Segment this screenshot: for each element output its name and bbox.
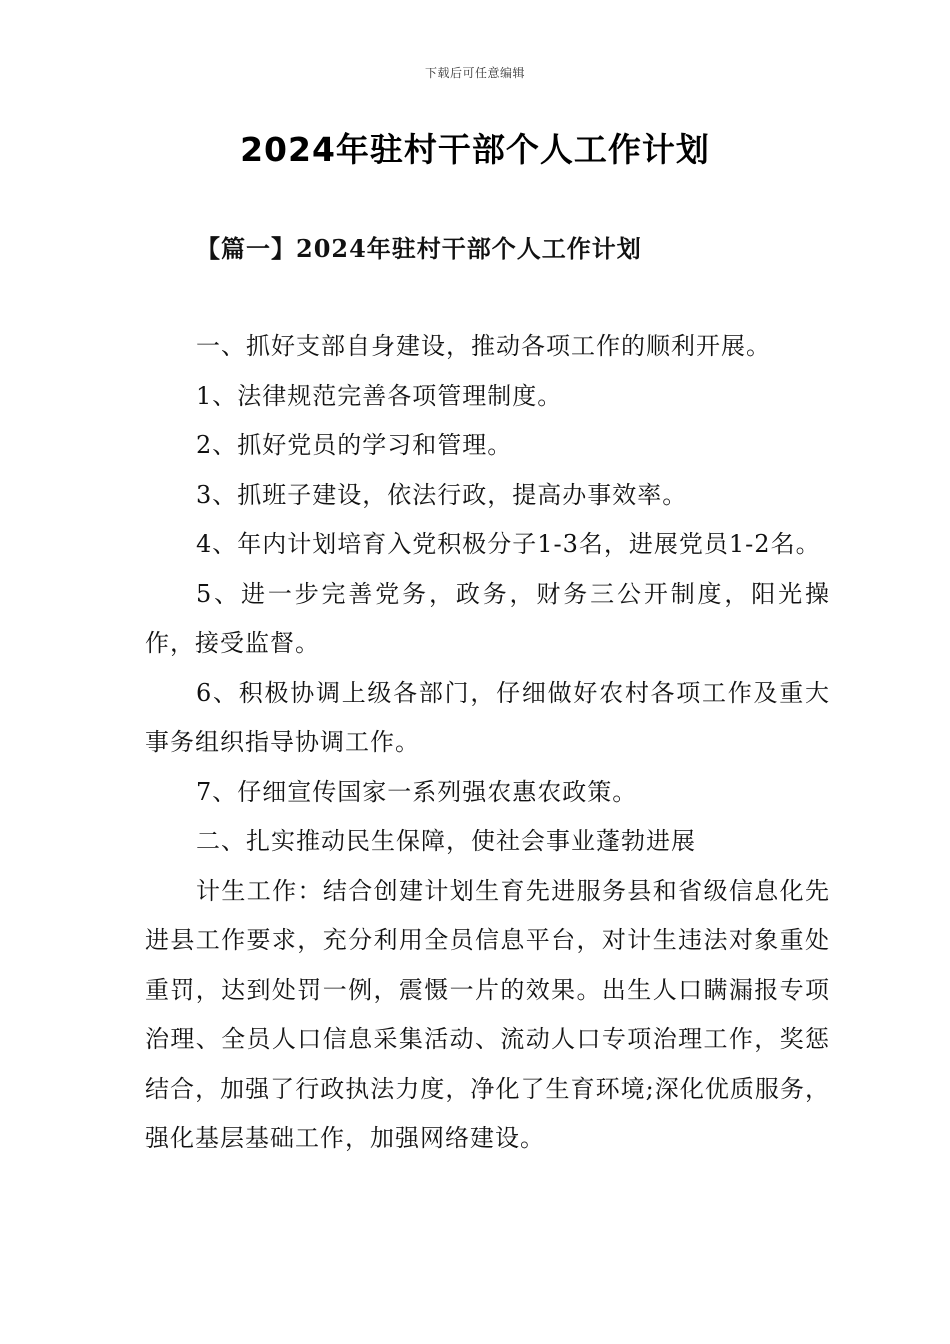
header-note: 下载后可任意编辑 [424,66,525,80]
paragraph-item-2: 2、抓好党员的学习和管理。 [196,431,513,459]
paragraph-item-4: 4、年内计划培育入党积极分子1-3名，进展党员1-2名。 [196,530,821,558]
paragraph-family-planning: 计生工作：结合创建计划生育先进服务县和省级信息化先进县工作要求，充分利用全员信息平台，对计生违法对象重处重罚，达到处罚一例，震慑一片的效果。出生人口瞒漏报专项治理、全员人口信息采集活动、流动人口专项治理工作，奖惩结合，加强了行政执法力度，净化了生育环境;深化优质服务，强化基层基础工作，加强网络建设。 [145,876,830,1152]
section-title: 【篇一】2024年驻村干部个人工作计划 [196,234,642,263]
paragraph-item-1: 1、法律规范完善各项管理制度。 [196,381,563,410]
paragraph-item-6: 6、积极协调上级各部门，仔细做好农村各项工作及重大事务组织指导协调工作。 [145,678,830,756]
document-title: 2024年驻村干部个人工作计划 [240,130,710,169]
paragraph-heading-1: 一、抓好支部自身建设，推动各项工作的顺利开展。 [196,332,771,360]
paragraph-item-7: 7、仔细宣传国家一系列强农惠农政策。 [196,777,638,806]
document-body [145,322,830,1164]
paragraph-item-3: 3、抓班子建设，依法行政，提高办事效率。 [196,480,688,509]
paragraph-item-5: 5、进一步完善党务，政务，财务三公开制度，阳光操作，接受监督。 [145,579,830,657]
paragraph-heading-2: 二、扎实推动民生保障，使社会事业蓬勃进展 [196,827,696,855]
